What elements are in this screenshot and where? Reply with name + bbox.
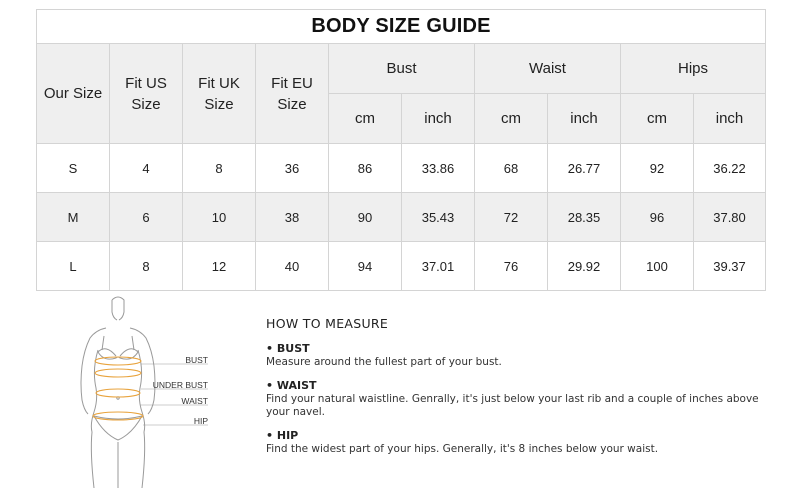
- measure-item-bust: [266, 342, 766, 369]
- cell-bust-inch: 35.43: [402, 193, 475, 242]
- cell-waist-cm: 68: [475, 144, 548, 193]
- table-row: [37, 242, 766, 291]
- cell-size: S: [37, 144, 110, 193]
- cell-hips-cm: 100: [621, 242, 694, 291]
- cell-us: 8: [110, 242, 183, 291]
- cell-eu: 36: [256, 144, 329, 193]
- measure-item-title: • BUST: [266, 342, 766, 356]
- waist-measure-line: [96, 389, 140, 397]
- cell-uk: 10: [183, 193, 256, 242]
- cell-size: L: [37, 242, 110, 291]
- cell-eu: 38: [256, 193, 329, 242]
- body-outline: [81, 297, 155, 488]
- header-bust-cm: cm: [329, 94, 402, 144]
- label-hip: HIP: [193, 416, 208, 426]
- cell-size: M: [37, 193, 110, 242]
- size-guide-table: [36, 9, 766, 291]
- cell-hips-inch: 39.37: [694, 242, 766, 291]
- header-hips-inch: inch: [694, 94, 766, 144]
- measure-item-title: • HIP: [266, 429, 766, 443]
- cell-hips-cm: 96: [621, 193, 694, 242]
- label-bust: BUST: [185, 355, 208, 365]
- header-fit-eu: Fit EU Size: [256, 44, 329, 144]
- measure-item-waist: [266, 379, 766, 419]
- header-waist: Waist: [475, 44, 621, 94]
- cell-waist-inch: 28.35: [548, 193, 621, 242]
- body-silhouette-illustration: [68, 292, 218, 492]
- body-measurement-figure: [68, 292, 218, 492]
- cell-waist-inch: 29.92: [548, 242, 621, 291]
- label-under-bust: UNDER BUST: [152, 380, 208, 390]
- cell-uk: 12: [183, 242, 256, 291]
- header-hips-cm: cm: [621, 94, 694, 144]
- header-fit-us: Fit US Size: [110, 44, 183, 144]
- measure-item-desc: Measure around the fullest part of your bust.: [266, 356, 502, 368]
- bust-measure-line: [95, 357, 141, 365]
- measure-item-hip: [266, 429, 766, 456]
- cell-bust-cm: 90: [329, 193, 402, 242]
- cell-waist-cm: 72: [475, 193, 548, 242]
- table-row: [37, 144, 766, 193]
- cell-us: 6: [110, 193, 183, 242]
- cell-hips-inch: 37.80: [694, 193, 766, 242]
- header-bust: Bust: [329, 44, 475, 94]
- measure-item-desc: Find your natural waistline. Genrally, it's just below your last rib and a couple of inches above your navel.: [266, 393, 759, 418]
- measure-item-desc: Find the widest part of your hips. Generally, it's 8 inches below your waist.: [266, 443, 659, 455]
- cell-hips-cm: 92: [621, 144, 694, 193]
- under-bust-measure-line: [95, 369, 141, 377]
- measure-lines: [93, 357, 143, 420]
- how-to-measure-heading: HOW TO MEASURE: [266, 316, 389, 331]
- cell-bust-inch: 33.86: [402, 144, 475, 193]
- cell-waist-inch: 26.77: [548, 144, 621, 193]
- cell-hips-inch: 36.22: [694, 144, 766, 193]
- header-waist-inch: inch: [548, 94, 621, 144]
- cell-us: 4: [110, 144, 183, 193]
- measure-item-title: • WAIST: [266, 379, 766, 393]
- table-title: BODY SIZE GUIDE: [37, 10, 766, 44]
- header-waist-cm: cm: [475, 94, 548, 144]
- table-row: [37, 193, 766, 242]
- cell-bust-cm: 94: [329, 242, 402, 291]
- label-waist: WAIST: [181, 396, 208, 406]
- cell-bust-inch: 37.01: [402, 242, 475, 291]
- how-to-measure-section: [266, 316, 766, 466]
- cell-bust-cm: 86: [329, 144, 402, 193]
- header-hips: Hips: [621, 44, 766, 94]
- cell-waist-cm: 76: [475, 242, 548, 291]
- cell-uk: 8: [183, 144, 256, 193]
- header-our-size: Our Size: [37, 44, 110, 144]
- header-fit-uk: Fit UK Size: [183, 44, 256, 144]
- cell-eu: 40: [256, 242, 329, 291]
- header-bust-inch: inch: [402, 94, 475, 144]
